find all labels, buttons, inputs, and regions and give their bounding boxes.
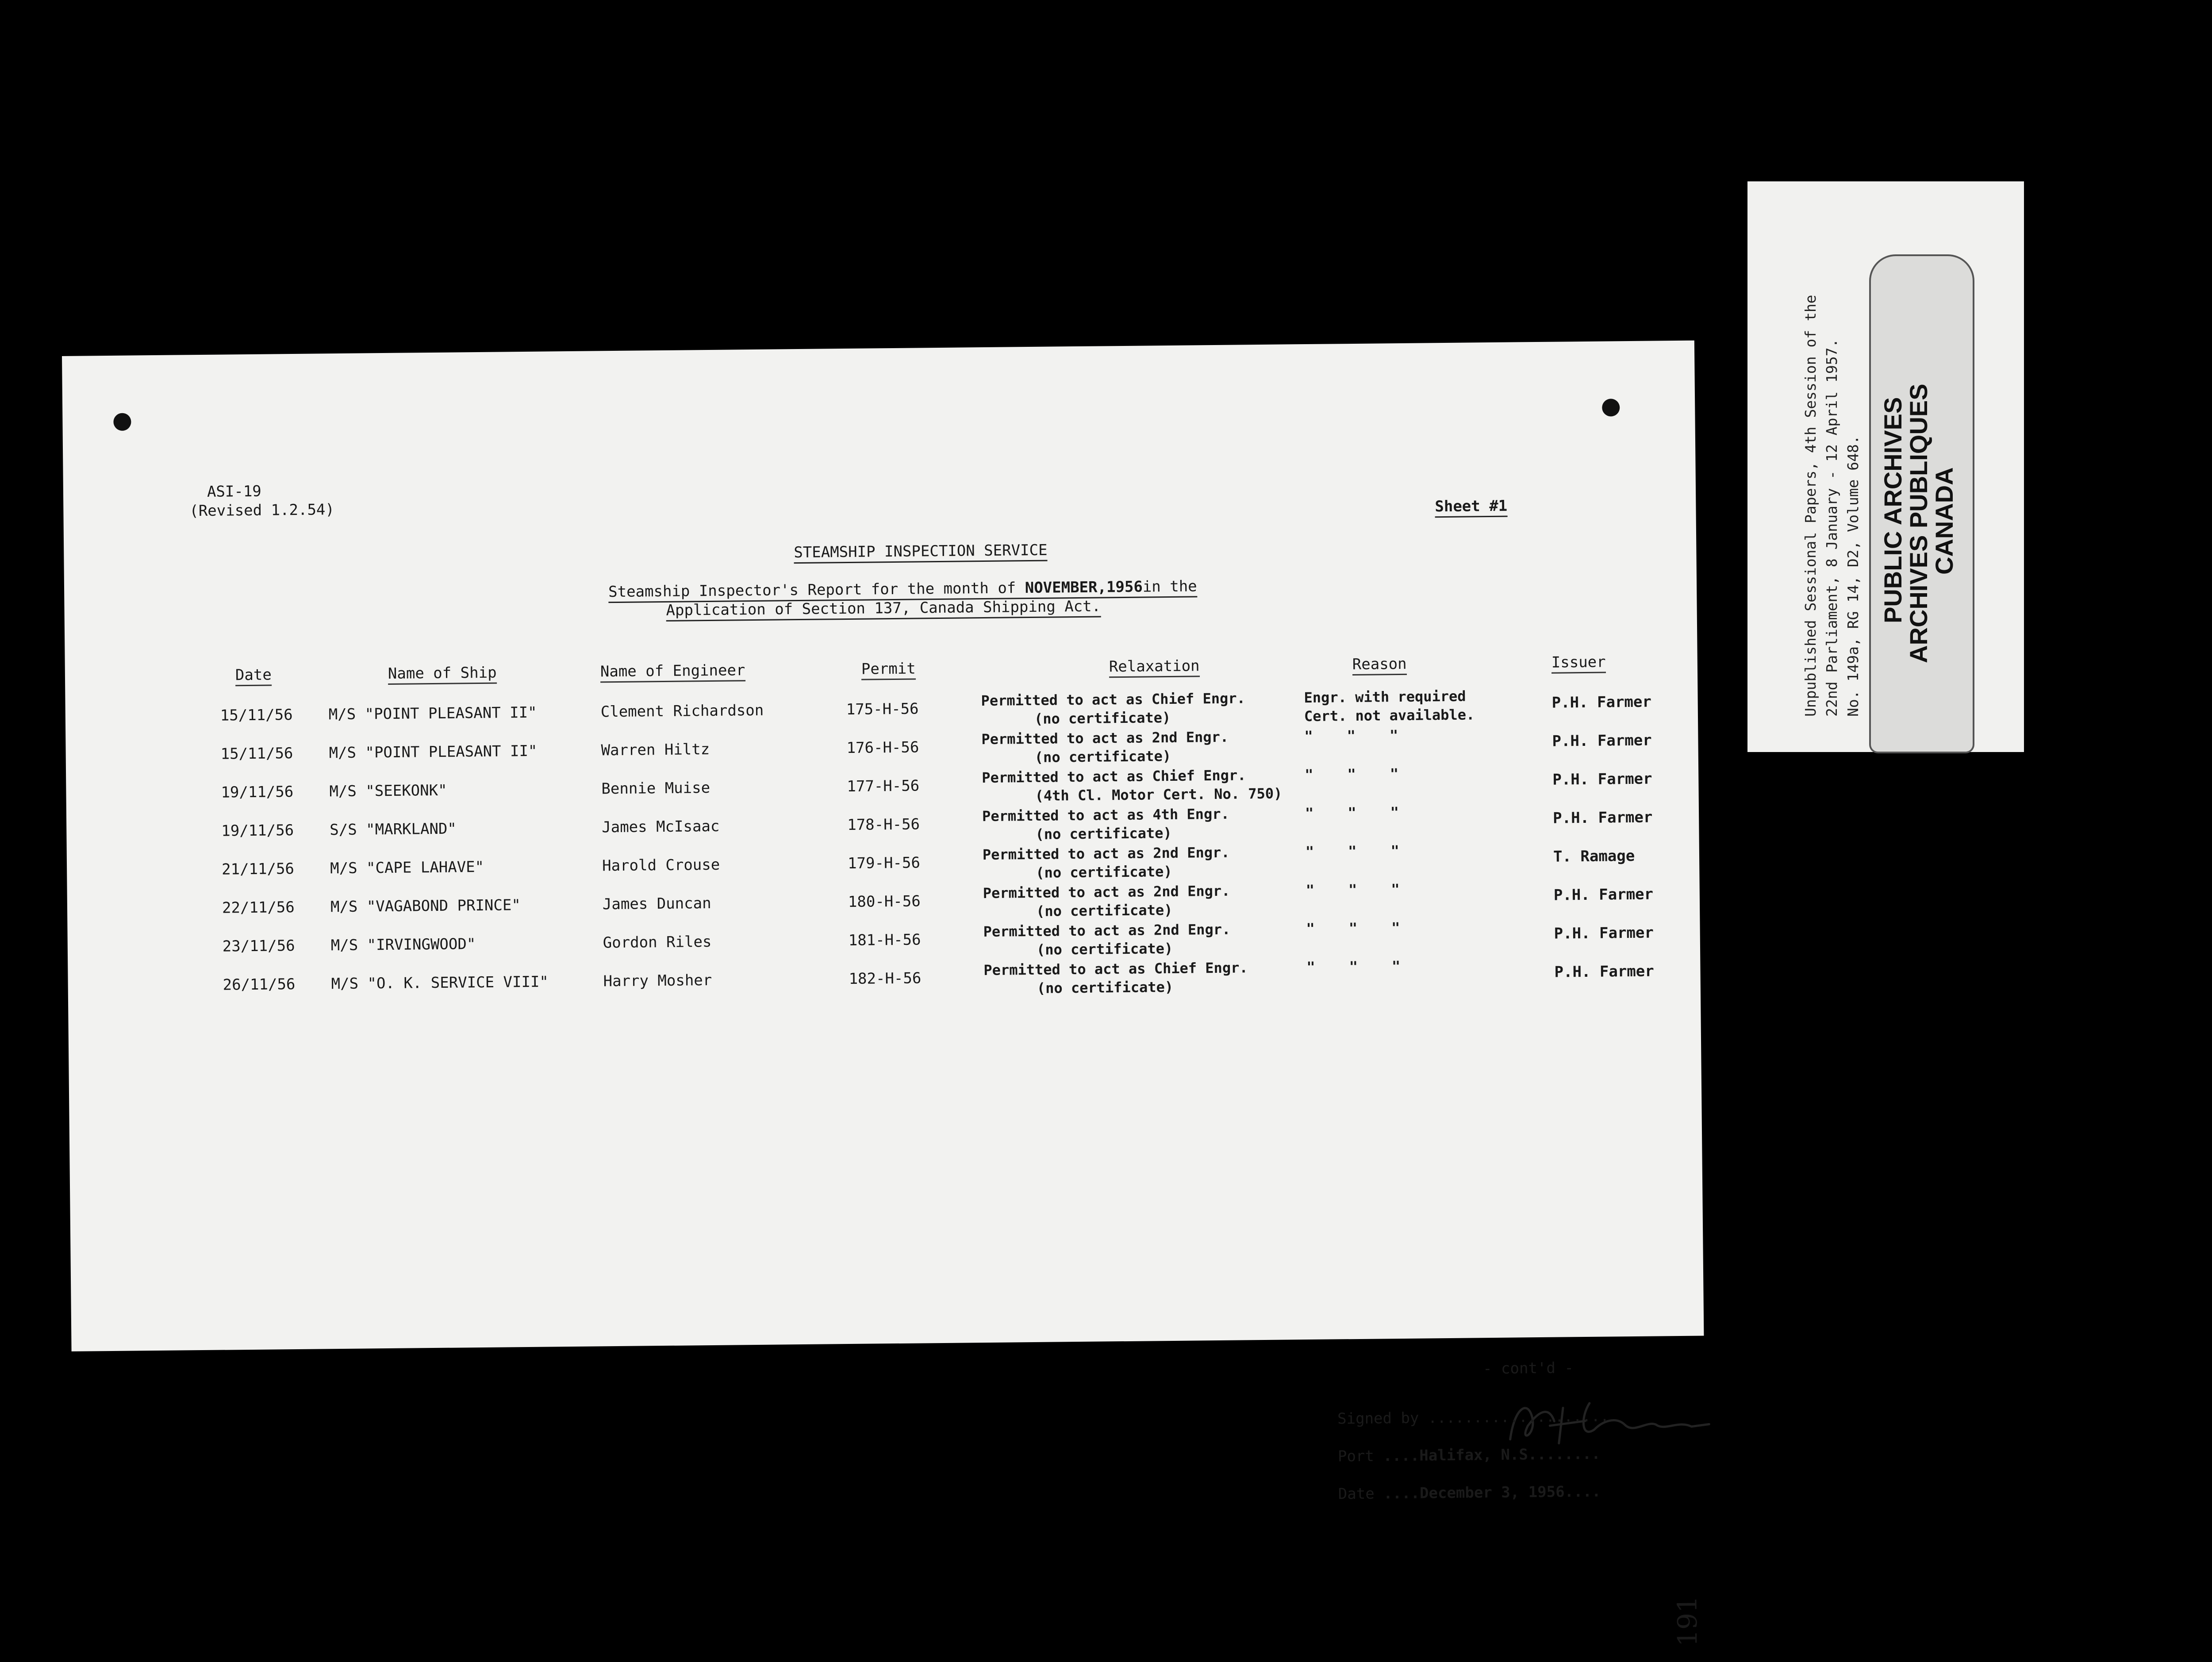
row-date: 21/11/56 [221,860,295,879]
punch-hole-right [1602,399,1620,416]
port-row [1338,1445,1601,1466]
port-label: Port [1337,1447,1375,1466]
row-date: 19/11/56 [221,821,294,840]
row-permit: 177-H-56 [847,777,920,796]
row-permit: 179-H-56 [847,854,921,873]
continued-marker: - cont'd - [1482,1359,1574,1378]
row-relaxation-note: (no certificate) [1037,978,1174,997]
stamp-line-3: CANADA [1930,467,1958,575]
row-engineer: Harold Crouse [602,856,720,875]
archive-line-2: 22nd Parliament, 8 January - 12 April 1957. [1823,338,1840,717]
row-relaxation: Permitted to act as Chief Engr. [982,767,1246,787]
report-title-line2: Application of Section 137, Canada Shipping Act. [666,597,1101,621]
row-permit: 175-H-56 [846,700,919,719]
row-ship: M/S "SEEKONK" [329,781,447,801]
row-relaxation: Permitted to act as 4th Engr. [982,805,1229,825]
signed-by-dots: .................... [1428,1407,1609,1427]
archive-line-1: Unpublished Sessional Papers, 4th Session of the [1802,295,1819,717]
row-ship: M/S "O. K. SERVICE VIII" [331,973,549,993]
header-date: Date [235,666,272,686]
row-reason-cont: Cert. not available. [1304,706,1475,725]
report-title-suffix: in the [1142,577,1197,596]
punch-hole-left [113,413,131,431]
report-month: NOVEMBER,1956 [1025,578,1143,597]
stamp-line-2: ARCHIVES PUBLIQUES [1905,384,1932,663]
row-ship: M/S "CAPE LAHAVE" [330,858,484,878]
archive-line-3: No. 149a, RG 14, D2, Volume 648. [1844,435,1862,717]
row-date: 15/11/56 [220,706,293,725]
row-issuer: P.H. Farmer [1554,962,1654,981]
row-permit: 178-H-56 [847,815,920,834]
row-issuer: P.H. Farmer [1554,924,1654,943]
report-title-prefix: Steamship Inspector's Report for the month of [608,579,1025,601]
row-relaxation-note: (no certificate) [1034,709,1171,727]
row-engineer: Gordon Riles [603,933,712,952]
row-issuer: T. Ramage [1553,847,1635,866]
row-relaxation-note: (no certificate) [1035,824,1172,843]
stamp-line-1: PUBLIC ARCHIVES [1879,397,1907,623]
row-permit: 181-H-56 [848,931,921,949]
row-reason: Engr. with required [1304,687,1466,706]
archive-label-card [1747,181,2024,752]
form-code: ASI-19 [207,482,261,501]
row-issuer: P.H. Farmer [1551,693,1652,712]
row-permit: 180-H-56 [848,892,921,911]
row-ship: S/S "MARKLAND" [330,820,457,839]
row-ship: M/S "VAGABOND PRINCE" [330,896,521,916]
row-relaxation: Permitted to act as Chief Engr. [983,959,1248,979]
row-relaxation: Permitted to act as 2nd Engr. [981,728,1229,748]
row-date: 19/11/56 [221,783,294,802]
row-relaxation-note: (no certificate) [1034,747,1171,766]
row-date: 23/11/56 [222,937,295,956]
sheet-number: Sheet #1 [1435,497,1507,518]
row-issuer: P.H. Farmer [1552,808,1653,827]
row-date: 15/11/56 [220,745,293,763]
row-issuer: P.H. Farmer [1553,885,1654,904]
signed-by-row [1337,1408,1609,1428]
document-sheet [62,341,1704,1647]
header-ship: Name of Ship [388,664,497,685]
header-permit: Permit [861,660,916,680]
row-date: 26/11/56 [223,975,296,994]
row-relaxation-note: (no certificate) [1036,863,1172,881]
row-engineer: Bennie Muise [601,779,710,798]
row-engineer: Clement Richardson [600,701,764,721]
row-ship: M/S "POINT PLEASANT II" [329,742,538,762]
row-relaxation: Permitted to act as 2nd Engr. [982,844,1230,864]
row-reason: " " " [1306,958,1401,976]
row-relaxation: Permitted to act as 2nd Engr. [983,882,1230,902]
service-title: STEAMSHIP INSPECTION SERVICE [794,541,1048,564]
row-reason: " " " [1304,727,1398,745]
row-relaxation-note: (no certificate) [1036,901,1173,920]
row-relaxation-note: (4th Cl. Motor Cert. No. 750) [1035,785,1283,804]
public-archives-stamp [1869,254,1974,753]
form-revised: (Revised 1.2.54) [189,501,335,520]
row-engineer: James Duncan [602,894,711,914]
row-relaxation: Permitted to act as Chief Engr. [981,690,1245,710]
row-ship: M/S "POINT PLEASANT II" [328,703,537,724]
row-reason: " " " [1306,919,1400,937]
row-reason: " " " [1306,881,1400,899]
row-permit: 176-H-56 [846,738,919,757]
header-reason: Reason [1352,655,1407,676]
page-number: 191 [1672,1596,1704,1647]
port-value: ....Halifax, N.S........ [1383,1445,1601,1465]
date-label: Date [1338,1485,1375,1503]
row-reason: " " " [1305,765,1399,783]
row-date: 22/11/56 [222,898,295,917]
row-reason: " " " [1305,804,1399,822]
row-issuer: P.H. Farmer [1552,770,1652,789]
row-issuer: P.H. Farmer [1552,731,1652,750]
date-row [1338,1483,1601,1503]
header-relaxation: Relaxation [1109,657,1200,678]
signed-by-label: Signed by [1337,1409,1419,1428]
row-ship: M/S "IRVINGWOOD" [330,935,476,955]
row-engineer: Warren Hiltz [601,740,710,760]
row-relaxation-note: (no certificate) [1036,940,1173,958]
header-issuer: Issuer [1551,653,1606,674]
row-reason: " " " [1305,842,1399,860]
row-permit: 182-H-56 [849,969,922,988]
row-relaxation: Permitted to act as 2nd Engr. [983,921,1231,940]
row-engineer: James McIsaac [602,817,720,837]
header-engineer: Name of Engineer [600,661,745,683]
date-value: ....December 3, 1956.... [1383,1482,1601,1503]
row-engineer: Harry Mosher [603,971,712,990]
